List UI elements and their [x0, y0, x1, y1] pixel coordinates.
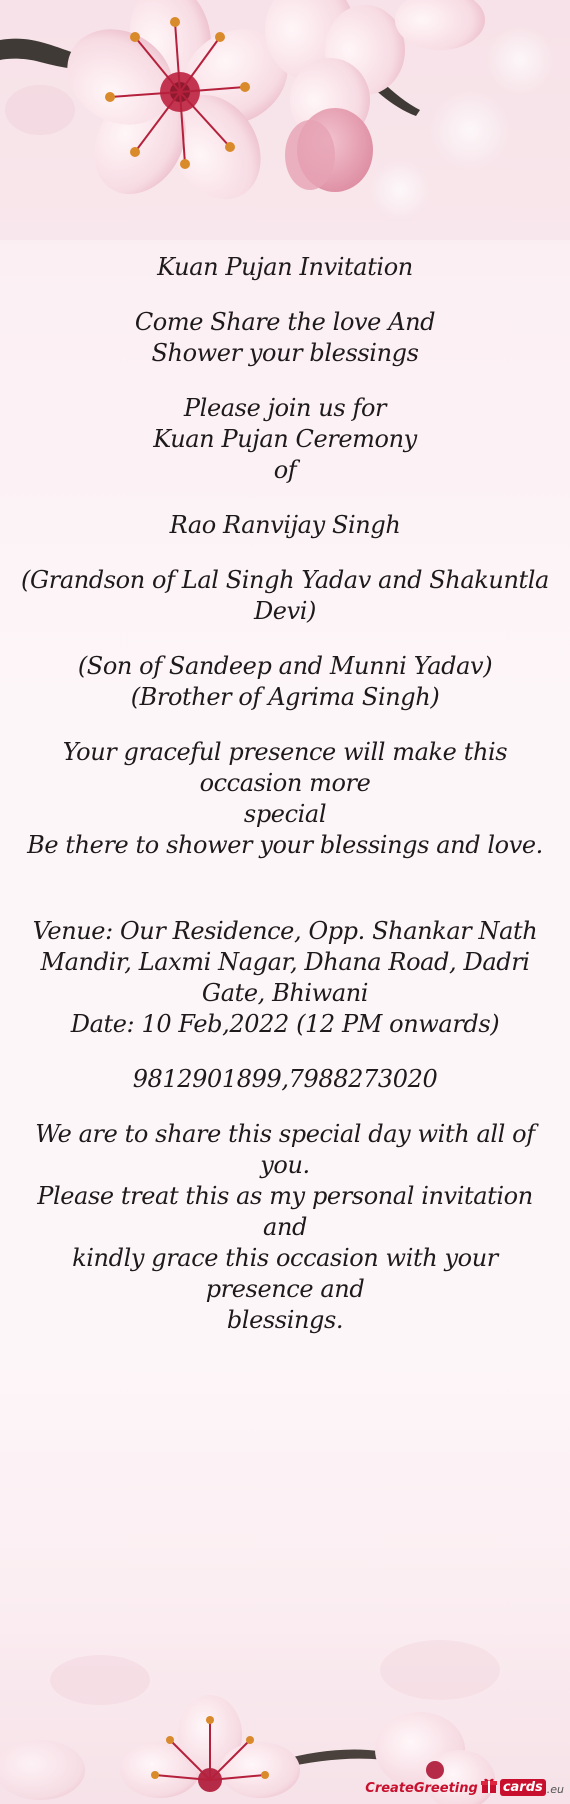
blessings-line: Be there to shower your blessings and love. — [27, 831, 543, 859]
brother-line: (Brother of Agrima Singh) — [130, 683, 440, 711]
honoree-name: Rao Ranvijay Singh — [169, 511, 401, 539]
join-line-3: of — [273, 456, 297, 484]
invitation-text — [20, 252, 550, 1336]
watermark-brand-part-2: cards — [500, 1779, 546, 1796]
share-line-2: Shower your blessings — [151, 339, 419, 367]
invitation-title: Kuan Pujan Invitation — [157, 253, 413, 281]
createGreetingcards-watermark — [365, 1776, 564, 1796]
presence-line-1: Your graceful presence will make this occasion more — [62, 738, 508, 797]
date-line: Date: 10 Feb,2022 (12 PM onwards) — [70, 1010, 500, 1038]
venue-line-3: Gate, Bhiwani — [201, 979, 369, 1007]
son-line: (Son of Sandeep and Munni Yadav) — [77, 652, 493, 680]
watermark-tld: .eu — [546, 1783, 564, 1796]
cherry-blossom-top-decoration — [0, 0, 570, 240]
venue-line-2: Mandir, Laxmi Nagar, Dhana Road, Dadri — [40, 948, 530, 976]
share-line-1: Come Share the love And — [134, 308, 436, 336]
join-line-1: Please join us for — [183, 394, 387, 422]
closing-line-3: kindly grace this occasion with your presence and — [72, 1244, 498, 1303]
join-line-2: Kuan Pujan Ceremony — [153, 425, 417, 453]
grandson-line-1: (Grandson of Lal Singh Yadav and Shakuntla — [21, 566, 549, 594]
watermark-brand-part-1: CreateGreeting — [365, 1781, 478, 1796]
gift-icon — [480, 1776, 498, 1794]
closing-line-2: Please treat this as my personal invitation and — [37, 1182, 533, 1241]
venue-line-1: Venue: Our Residence, Opp. Shankar Nath — [32, 917, 538, 945]
presence-line-2: special — [243, 800, 327, 828]
phone-numbers: 9812901899,7988273020 — [132, 1065, 438, 1093]
cherry-blossom-bottom-decoration — [0, 1610, 570, 1804]
closing-line-1: We are to share this special day with all of you. — [35, 1120, 535, 1179]
grandson-line-2: Devi) — [253, 597, 317, 625]
closing-line-4: blessings. — [226, 1306, 344, 1334]
